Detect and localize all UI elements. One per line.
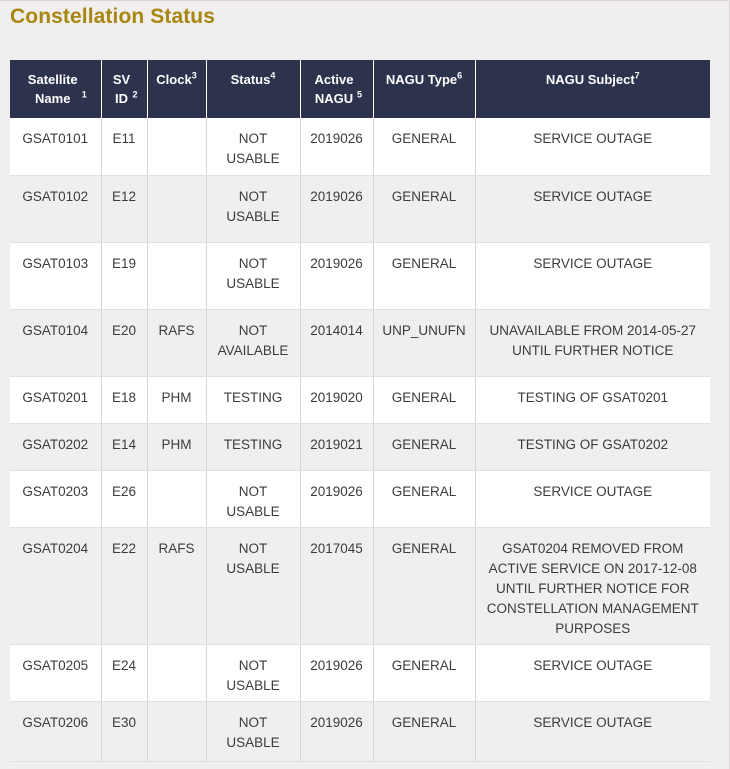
cell-active-nagu-link[interactable]: 2019026: [300, 118, 373, 175]
cell-clock: [147, 701, 206, 761]
cell-nagu-subject: SERVICE OUTAGE: [475, 118, 710, 175]
cell-nagu-subject: SERVICE OUTAGE: [475, 701, 710, 761]
cell-status: NOT AVAILABLE: [206, 309, 300, 376]
cell-status: NOT USABLE: [206, 527, 300, 644]
header-active-nagu: Active NAGU $^5$: [300, 60, 373, 118]
cell-status: TESTING: [206, 423, 300, 470]
cell-nagu-type: GENERAL: [373, 644, 475, 701]
cell-nagu-type: GENERAL: [373, 423, 475, 470]
cell-sv-id: E20: [101, 309, 147, 376]
table-row: [10, 118, 710, 175]
cell-clock: RAFS: [147, 527, 206, 644]
cell-active-nagu-link[interactable]: 2017045: [300, 527, 373, 644]
header-satellite-name: Satellite Name $^1$: [10, 60, 101, 118]
cell-active-nagu-link[interactable]: 2019026: [300, 470, 373, 527]
cell-sv-id: E24: [101, 644, 147, 701]
cell-status: NOT USABLE: [206, 644, 300, 701]
cell-satellite-name: GSAT0102: [10, 175, 101, 242]
cell-status: NOT USABLE: [206, 118, 300, 175]
cell-satellite-name: GSAT0202: [10, 423, 101, 470]
cell-satellite-name: GSAT0104: [10, 309, 101, 376]
cell-nagu-subject: SERVICE OUTAGE: [475, 470, 710, 527]
cell-nagu-type: GENERAL: [373, 118, 475, 175]
cell-nagu-type: UNP_UNUFN: [373, 309, 475, 376]
header-clock: Clock$^3$: [147, 60, 206, 118]
cell-satellite-name: GSAT0206: [10, 701, 101, 761]
constellation-status-table: [10, 60, 710, 762]
cell-nagu-subject: TESTING OF GSAT0202: [475, 423, 710, 470]
table-row: [10, 527, 710, 644]
cell-satellite-name: GSAT0205: [10, 644, 101, 701]
cell-nagu-type: GENERAL: [373, 242, 475, 309]
table-row: [10, 423, 710, 470]
cell-nagu-subject: SERVICE OUTAGE: [475, 175, 710, 242]
header-nagu-type: NAGU Type$^6$: [373, 60, 475, 118]
page-title: Constellation Status: [10, 5, 216, 28]
cell-satellite-name: GSAT0201: [10, 376, 101, 423]
cell-nagu-type: GENERAL: [373, 527, 475, 644]
cell-clock: [147, 118, 206, 175]
table-row: [10, 376, 710, 423]
cell-satellite-name: GSAT0103: [10, 242, 101, 309]
cell-clock: PHM: [147, 376, 206, 423]
cell-nagu-type: GENERAL: [373, 470, 475, 527]
cell-nagu-subject: GSAT0204 REMOVED FROM ACTIVE SERVICE ON 2017-12-08 UNTIL FURTHER NOTICE FOR CONSTELLATION MANAGEMENT PURPOSES: [475, 527, 710, 644]
cell-status: NOT USABLE: [206, 175, 300, 242]
cell-active-nagu-link[interactable]: 2019020: [300, 376, 373, 423]
cell-sv-id: E14: [101, 423, 147, 470]
table-header-row: [10, 60, 710, 118]
header-nagu-subject: NAGU Subject$^7$: [475, 60, 710, 118]
cell-nagu-type: GENERAL: [373, 701, 475, 761]
cell-nagu-subject: SERVICE OUTAGE: [475, 242, 710, 309]
table-row: [10, 175, 710, 242]
cell-nagu-subject: SERVICE OUTAGE: [475, 644, 710, 701]
cell-status: NOT USABLE: [206, 701, 300, 761]
cell-satellite-name: GSAT0101: [10, 118, 101, 175]
cell-sv-id: E26: [101, 470, 147, 527]
cell-status: NOT USABLE: [206, 470, 300, 527]
cell-nagu-type: GENERAL: [373, 175, 475, 242]
cell-clock: RAFS: [147, 309, 206, 376]
cell-clock: [147, 644, 206, 701]
cell-clock: [147, 175, 206, 242]
header-status: Status$^4$: [206, 60, 300, 118]
cell-active-nagu-link[interactable]: 2019021: [300, 423, 373, 470]
cell-active-nagu-link[interactable]: 2019026: [300, 175, 373, 242]
header-sv-id: SV ID $^2$: [101, 60, 147, 118]
cell-active-nagu-link[interactable]: 2014014: [300, 309, 373, 376]
cell-nagu-subject: TESTING OF GSAT0201: [475, 376, 710, 423]
cell-active-nagu-link[interactable]: 2019026: [300, 242, 373, 309]
cell-sv-id: E19: [101, 242, 147, 309]
cell-sv-id: E11: [101, 118, 147, 175]
cell-satellite-name: GSAT0203: [10, 470, 101, 527]
cell-nagu-type: GENERAL: [373, 376, 475, 423]
table-row: [10, 242, 710, 309]
cell-sv-id: E22: [101, 527, 147, 644]
cell-satellite-name: GSAT0204: [10, 527, 101, 644]
cell-active-nagu-link[interactable]: 2019026: [300, 644, 373, 701]
cell-clock: [147, 242, 206, 309]
cell-sv-id: E30: [101, 701, 147, 761]
table-row: [10, 470, 710, 527]
cell-nagu-subject: UNAVAILABLE FROM 2014-05-27 UNTIL FURTHER NOTICE: [475, 309, 710, 376]
cell-status: NOT USABLE: [206, 242, 300, 309]
cell-clock: PHM: [147, 423, 206, 470]
table-row: [10, 701, 710, 761]
cell-status: TESTING: [206, 376, 300, 423]
cell-active-nagu-link[interactable]: 2019026: [300, 701, 373, 761]
cell-clock: [147, 470, 206, 527]
table-row: [10, 644, 710, 701]
cell-sv-id: E12: [101, 175, 147, 242]
table-row: [10, 309, 710, 376]
cell-sv-id: E18: [101, 376, 147, 423]
